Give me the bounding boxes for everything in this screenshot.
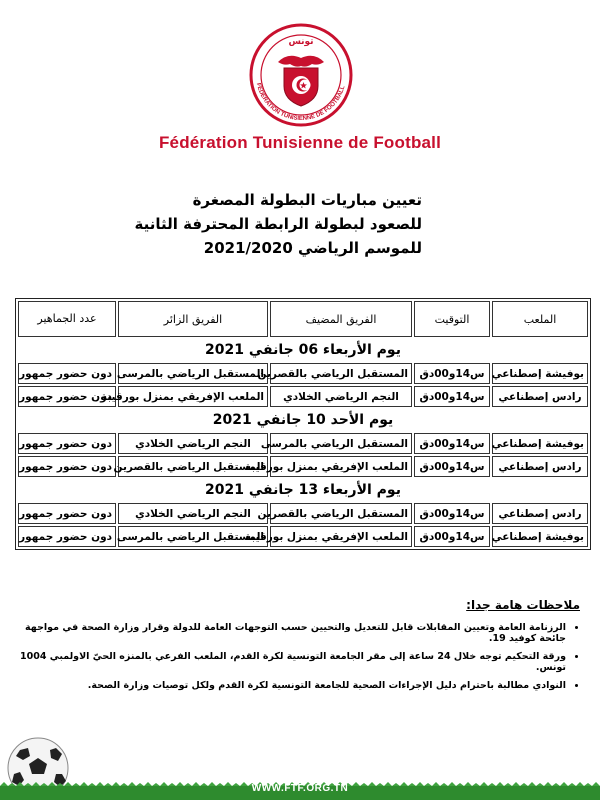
- time-cell: س14و00دق: [414, 503, 490, 524]
- attendance-cell: دون حضور جمهور: [18, 503, 116, 524]
- notes-heading: ملاحظات هامة جدا:: [466, 598, 580, 612]
- table-row: [18, 386, 588, 407]
- away-team-cell: المستقبل الرياضي بالمرسى: [118, 363, 268, 384]
- title-line-2: للصعود لبطولة الرابطة المحترفة الثانية: [134, 215, 422, 233]
- title-line-1: تعيين مباريات البطولة المصغرة: [192, 191, 422, 209]
- stadium-cell: رادس إصطناعي: [492, 503, 588, 524]
- header-stadium: الملعب: [492, 301, 588, 337]
- away-team-cell: الملعب الإفريقي بمنزل بورقيبة: [118, 386, 268, 407]
- matchday-row: [18, 409, 588, 431]
- attendance-cell: دون حضور جمهور: [18, 526, 116, 547]
- away-team-cell: النجم الرياضي الخلادي: [118, 503, 268, 524]
- table-row: [18, 526, 588, 547]
- document-title: [122, 188, 422, 260]
- table-row: [18, 503, 588, 524]
- logo-ring-text: FÉDÉRATION TUNISIENNE DE FOOTBALL: [254, 82, 347, 123]
- logo-arabic-text: تونس: [288, 37, 314, 47]
- note-item: • النوادي مطالبة باحترام دليل الإجراءات الصحية للجامعة التونسية لكرة القدم ولكل توصيات وزارة الصحة.: [18, 680, 566, 691]
- stadium-cell: رادس إصطناعي: [492, 386, 588, 407]
- matchday-label: يوم الأربعاء 06 جانفي 2021: [205, 342, 401, 358]
- title-line-3: للموسم الرياضي 2021/2020: [203, 239, 422, 257]
- notes-list: [18, 622, 582, 698]
- home-team-cell: المستقبل الرياضي بالمرسى: [270, 433, 412, 454]
- header-attendance: عدد الجماهير: [18, 301, 116, 337]
- home-team-cell: المستقبل الرياضي بالقصرين: [270, 363, 412, 384]
- matchday-label: يوم الأحد 10 جانفي 2021: [212, 412, 394, 428]
- matchday-label: يوم الأربعاء 13 جانفي 2021: [205, 482, 401, 498]
- time-cell: س14و00دق: [414, 456, 490, 477]
- attendance-cell: دون حضور جمهور: [18, 456, 116, 477]
- home-team-cell: الملعب الإفريقي بمنزل بورقيبة: [270, 526, 412, 547]
- home-team-cell: الملعب الإفريقي بمنزل بورقيبة: [270, 456, 412, 477]
- note-item: • ورقة التحكيم توجه خلال 24 ساعة إلى مقر الجامعة التونسية لكرة القدم، الملعب الفرعي بالمنزه الحيّ الاولمبي 1004 تونس.: [18, 651, 566, 673]
- header-home-team: الفريق المضيف: [270, 301, 412, 337]
- time-cell: س14و00دق: [414, 386, 490, 407]
- header-time: التوقيت: [414, 301, 490, 337]
- attendance-cell: دون حضور جمهور: [18, 386, 116, 407]
- attendance-cell: دون حضور جمهور: [18, 433, 116, 454]
- stadium-cell: بوفيشة إصطناعي: [492, 363, 588, 384]
- table-header-row: [18, 301, 588, 337]
- stadium-cell: بوفيشة إصطناعي: [492, 433, 588, 454]
- table-row: [18, 433, 588, 454]
- time-cell: س14و00دق: [414, 433, 490, 454]
- table-row: [18, 456, 588, 477]
- federation-name: Fédération Tunisienne de Football: [158, 133, 442, 152]
- time-cell: س14و00دق: [414, 363, 490, 384]
- home-team-cell: المستقبل الرياضي بالقصرين: [270, 503, 412, 524]
- away-team-cell: المستقبل الرياضي بالقصرين: [118, 456, 268, 477]
- federation-logo: [248, 22, 354, 128]
- stadium-cell: رادس إصطناعي: [492, 456, 588, 477]
- footer-website: WWW.FTF.ORG.TN: [251, 783, 349, 794]
- stadium-cell: بوفيشة إصطناعي: [492, 526, 588, 547]
- table-row: [18, 363, 588, 384]
- matchday-row: [18, 339, 588, 361]
- away-team-cell: النجم الرياضي الخلادي: [118, 433, 268, 454]
- note-item: • الرزنامة العامة وتعيين المقابلات قابل للتعديل والتحيين حسب التوجهات العامة للدولة وقرار وزارة الصحة في مواجهة جائحة كوفيد 19.: [18, 622, 566, 644]
- away-team-cell: المستقبل الرياضي بالمرسى: [118, 526, 268, 547]
- home-team-cell: النجم الرياضي الخلادي: [270, 386, 412, 407]
- attendance-cell: دون حضور جمهور: [18, 363, 116, 384]
- match-schedule-table: [15, 298, 591, 550]
- time-cell: س14و00دق: [414, 526, 490, 547]
- header-away-team: الفريق الزائر: [118, 301, 268, 337]
- matchday-row: [18, 479, 588, 501]
